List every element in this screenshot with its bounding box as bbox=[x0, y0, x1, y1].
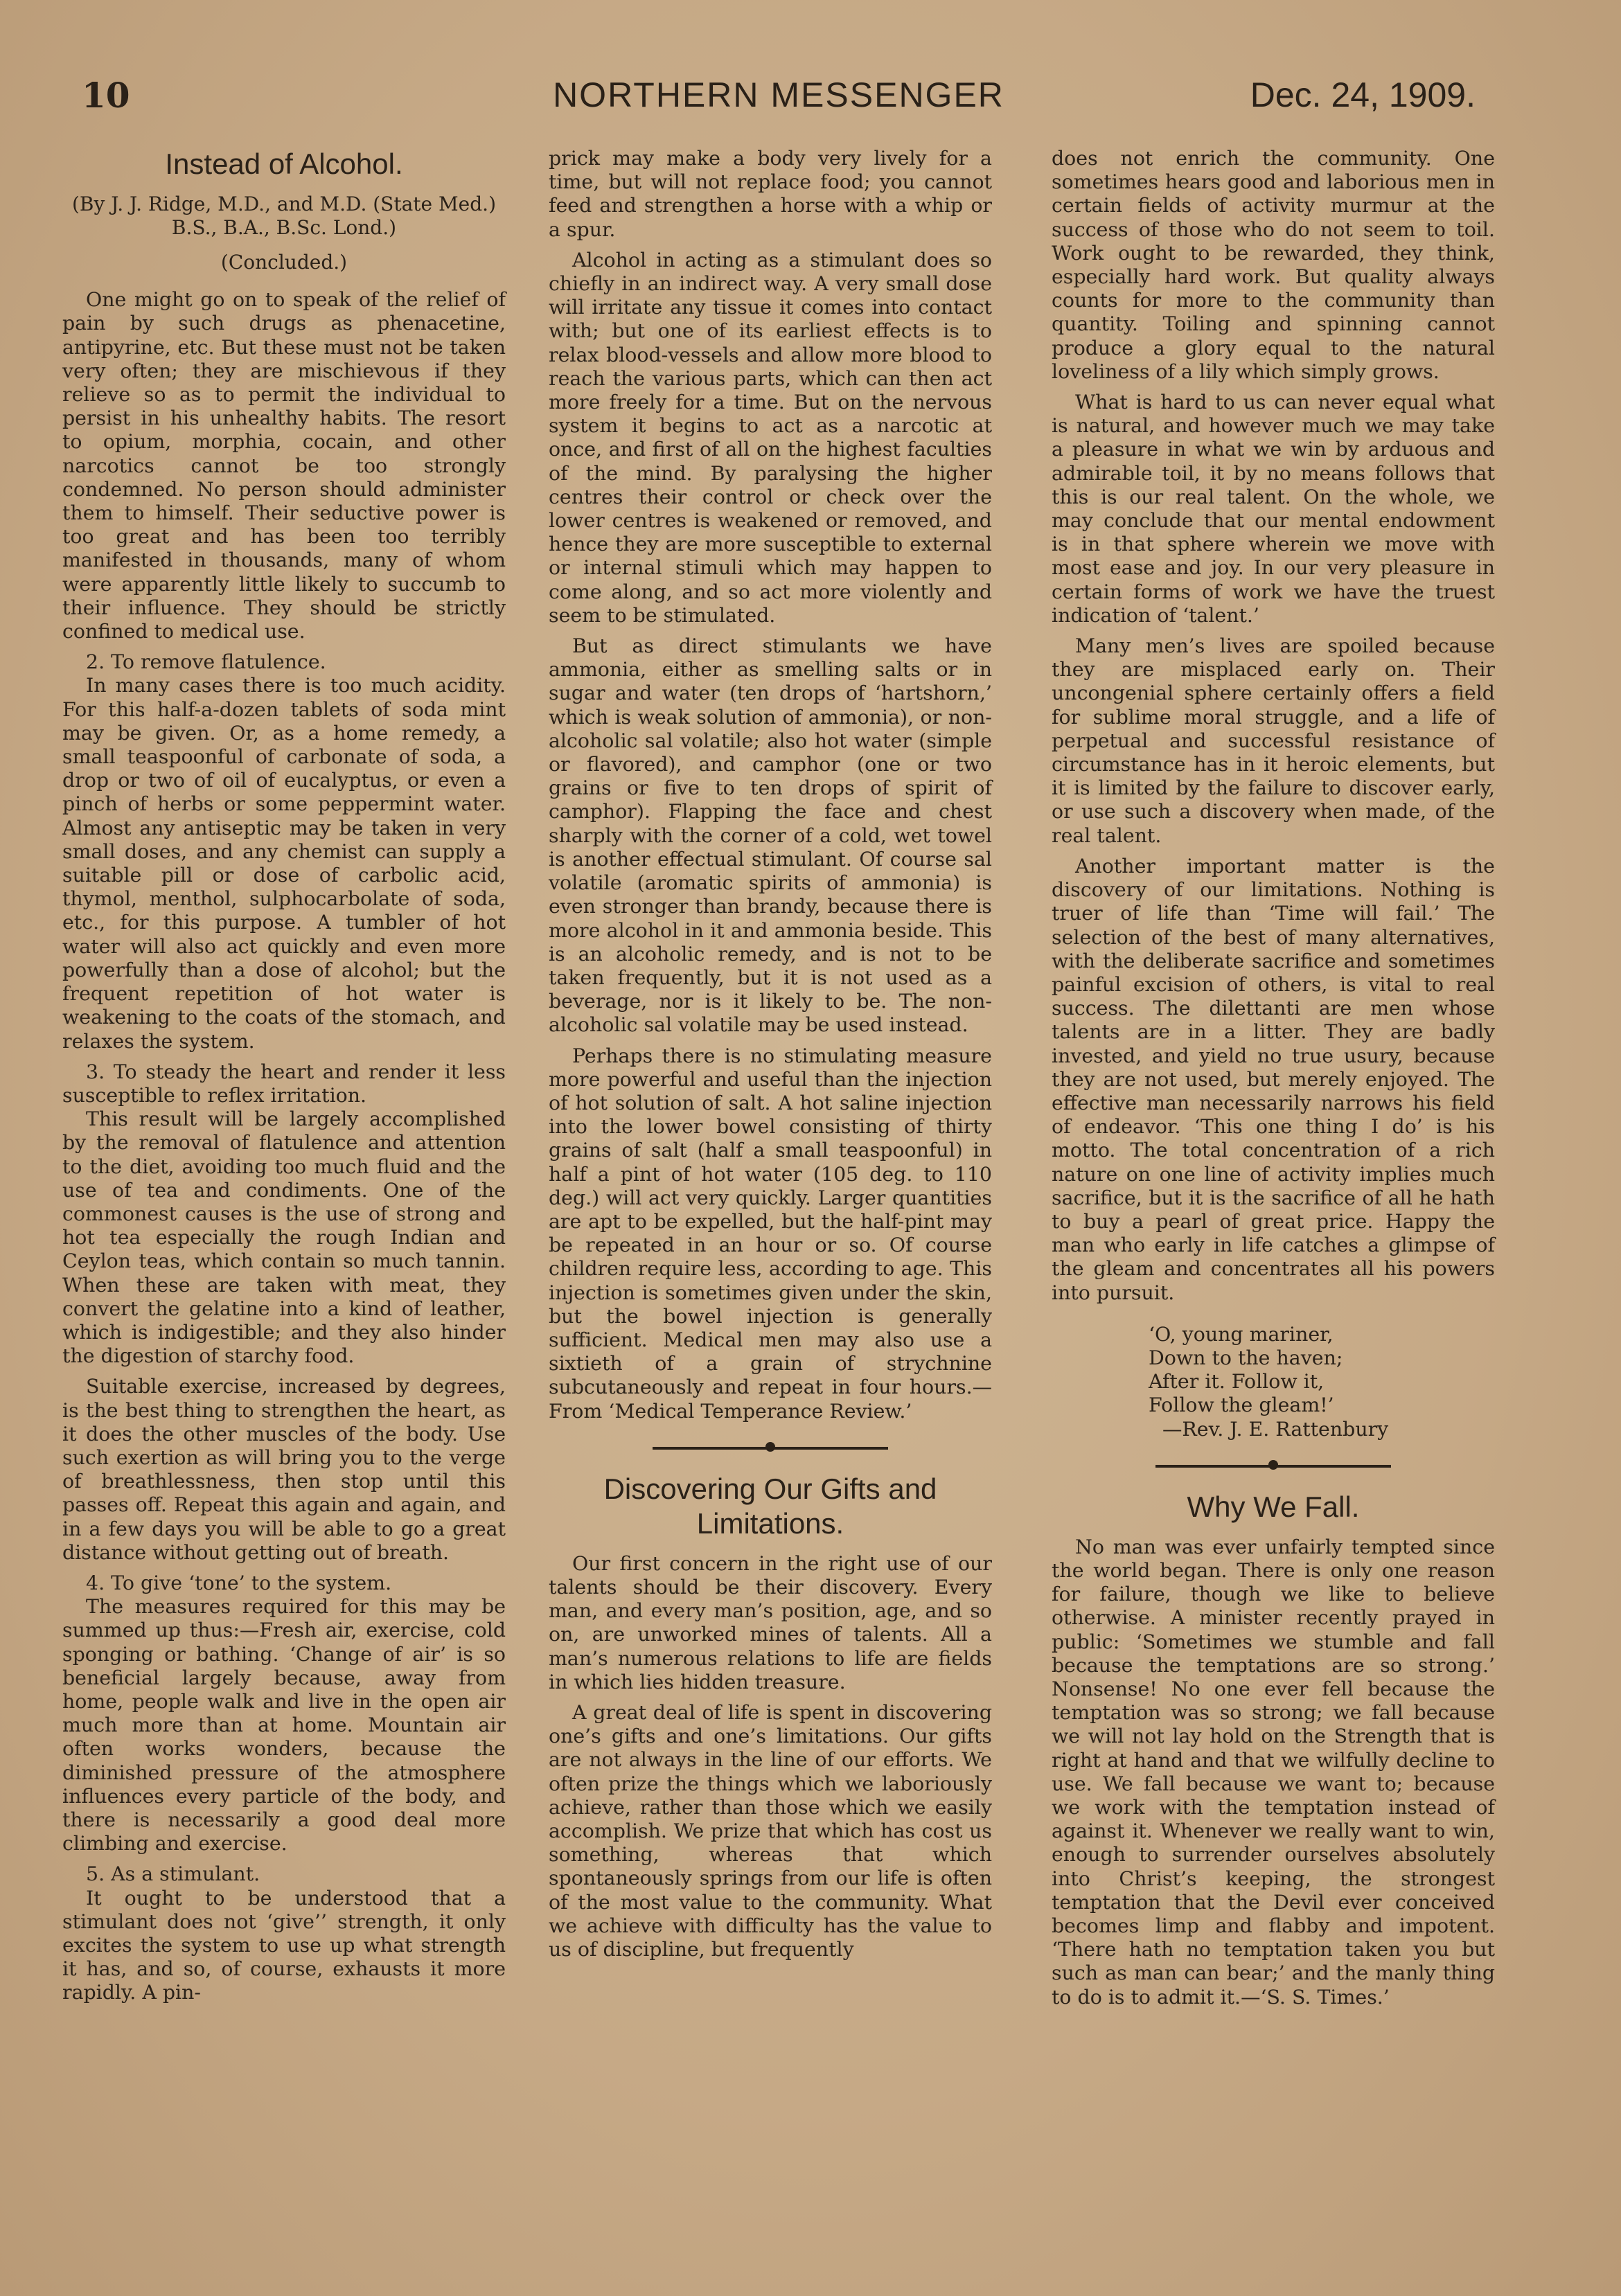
poem-line: After it. Follow it, bbox=[1149, 1370, 1325, 1394]
article-title-instead-of-alcohol: Instead of Alcohol. bbox=[165, 148, 403, 180]
concluded-note: (Concluded.) bbox=[220, 251, 348, 274]
section-divider bbox=[1052, 1455, 1495, 1476]
column-1 bbox=[62, 147, 506, 2012]
poem-signature: —Rev. J. E. Rattenbury bbox=[1162, 1417, 1389, 1441]
paragraph: One might go on to speak of the relief of pain by such drugs as phenacetine, antipyrine, etc. But these must not be taken very often; they are mischievous if they relieve so as to permit the individual to persist in his unhealthy habits. The resort to opium, morphia, cocain, and other narcotics cannot be too strongly condemned. No person should administer them to himself. Their seductive power is too great and has been too terribly manifested in thousands, many of whom were apparently little likely to succumb to their influence. They should be strictly confined to medical use. bbox=[62, 288, 506, 643]
paragraph: This result will be largely accomplished by the removal of flatulence and attention to the diet, avoiding too much fluid and the use of tea and condiments. One of the commonest causes is the use of strong and hot tea especially the rough Indian and Ceylon teas, which contain so much tannin. When these are taken with meat, they convert the gelatine into a kind of leather, which is indigestible; and they also hinder the digestion of starchy food. bbox=[62, 1107, 506, 1368]
paragraph: does not enrich the community. One sometimes hears good and laborious men in certain fields of activity murmur at the success of those who do not seem to toil. Work ought to be rewarded, they think, especially hard work. But quality always counts for more to the community than quantity. Toiling and spinning cannot produce a glory equal to the natural loveliness of a lily which simply grows. bbox=[1052, 147, 1495, 383]
paragraph: Another important matter is the discovery of our limitations. Nothing is truer of life than ‘Time will fail.’ The selection of the best of many alternatives, with the deliberate sacrifice and sometimes painful excision of others, is vital to real success. The dilettanti are men whose talents are in a litter. They are badly invested, and yield no true usury, because they are not used, but merely enjoyed. The effective man necessarily narrows his field of endeavor. ‘This one thing I do’ is his motto. The total concentration of a rich nature on one line of activity implies much sacrifice, but it is the sacrifice of all he hath to buy a pearl of great price. Happy the man who early in life catches a glimpse of the gleam and concentrates all his powers into pursuit. bbox=[1052, 854, 1495, 1304]
paragraph: Suitable exercise, increased by degrees, is the best thing to strengthen the heart, as it does the other muscles of the body. Use such exertion as will bring you to the verge of breathlessness, then stop until this passes off. Repeat this again and again, and in a few days you will be able to go a great distance without getting out of breath. bbox=[62, 1375, 506, 1564]
paragraph: The measures required for this may be summed up thus:—Fresh air, exercise, cold sponging or bathing. ‘Change of air’ is so beneficial largely because, away from home, people walk and live in the open air much more than at home. Mountain air often works wonders, because the diminished pressure of the atmosphere influences every particle of the body, and there is necessarily a good deal more climbing and exercise. bbox=[62, 1595, 506, 1856]
paragraph: prick may make a body very lively for a time, but will not replace food; you cannot feed and strengthen a horse with a whip or a spur. bbox=[549, 147, 992, 241]
poem-quote bbox=[1149, 1323, 1495, 1441]
page-header bbox=[82, 75, 1476, 130]
paragraph: Many men’s lives are spoiled because they are misplaced early on. Their uncongenial sphere certainly offers a field for sublime moral struggle, and a life of perpetual and successful resistance of circumstance has in it heroic elements, but it is limited by the failure to discover early, or use such a discovery when made, of the real talent. bbox=[1052, 634, 1495, 847]
paragraph: Our first concern in the right use of our talents should be their discovery. Every man, and every man’s position, age, and so on, are unworked mines of talents. All a man’s numerous relations to life are fields in which lies hidden treasure. bbox=[549, 1551, 992, 1693]
article-title-why-we-fall: Why We Fall. bbox=[1187, 1490, 1360, 1523]
paragraph: In many cases there is too much acidity. For this half-a-dozen tablets of soda mint may be given. Or, as a home remedy, a small teaspoonful of carbonate of soda, a drop or two of oil of eucalyptus, or even a pinch of herbs or some peppermint water. Almost any antiseptic may be taken in very small doses, and any chemist can supply a suitable pill or dose of carbolic acid, thymol, menthol, sulphocarbolate of soda, etc., for this purpose. A tumbler of hot water will also act quickly and even more powerfully than a dose of alcohol; but the frequent repetition of hot water is weakening to the coats of the stomach, and relaxes the system. bbox=[62, 674, 506, 1053]
paragraph: But as direct stimulants we have ammonia, either as smelling salts or in sugar and water (ten drops of ‘hartshorn,’ which is weak solution of ammonia), or non-alcoholic sal volatile; also hot water (simple or flavored), and camphor (one or two grains or five to ten drops of spirit of camphor). Flapping the face and chest sharply with the corner of a cold, wet towel is another effectual stimulant. Of course sal volatile (aromatic spirits of ammonia) is even stronger than brandy, because there is more alcohol in it and ammonia beside. This is an alcoholic remedy, and is not to be taken frequently, but it is not used as a beverage, nor is it likely to be. The non-alcoholic sal volatile may be used instead. bbox=[549, 634, 992, 1037]
section-divider bbox=[549, 1437, 992, 1458]
issue-date: Dec. 24, 1909. bbox=[1250, 75, 1476, 114]
numbered-heading: 2. To remove flatulence. bbox=[86, 650, 326, 674]
article-title-discovering-our-gifts: Discovering Our Gifts and Limitations. bbox=[603, 1472, 937, 1540]
paragraph: No man was ever unfairly tempted since the world began. There is only one reason for failure, though we like to believe otherwise. A minister recently prayed in public: ‘Sometimes we stumble and fall because the temptations are so strong.’ Nonsense! No one ever fell because the temptation was so strong; we fall because we will not lay hold on the Strength that is right at hand and that we wilfully decline to use. We fall because we want to; because we work with the temptation instead of against it. Whenever we really want to win, enough to surrender ourselves absolutely into Christ’s keeping, the strongest temptation that the Devil ever conceived becomes limp and flabby and impotent. ‘There hath no temptation taken you but such as man can bear;’ and the manly thing to do is to admit it.—‘S. S. Times.’ bbox=[1052, 1535, 1495, 2009]
poem-line: ‘O, young mariner, bbox=[1149, 1322, 1334, 1346]
article-byline: (By J. J. Ridge, M.D., and M.D. (State Med.) B.S., B.A., B.Sc. Lond.) bbox=[71, 193, 497, 239]
numbered-heading: 5. As a stimulant. bbox=[86, 1862, 260, 1886]
poem-line: Down to the haven; bbox=[1149, 1346, 1343, 1369]
paragraph: Alcohol in acting as a stimulant does so chiefly in an indirect way. A very small dose will irritate any tissue it comes into contact with; but one of its earliest effects is to relax blood-vessels and allow more blood to reach the various parts, which can then act more freely for a time. But on the nervous system it begins to act as a narcotic at once, and first of all on the highest faculties of the mind. By paralysing the higher centres their control or check over the lower centres is weakened or removed, and hence they are more susceptible to external or internal stimuli which may happen to come along, and so act more violently and seem to be stimulated. bbox=[549, 248, 992, 627]
paragraph: It ought to be understood that a stimulant does not ‘give’’ strength, it only excites the system to use up what strength it has, and so, of course, exhausts it more rapidly. A pin- bbox=[62, 1886, 506, 2004]
numbered-heading: 3. To steady the heart and render it less susceptible to reflex irritation. bbox=[62, 1060, 506, 1107]
poem-line: Follow the gleam!’ bbox=[1149, 1394, 1334, 1417]
paragraph: A great deal of life is spent in discovering one’s gifts and one’s limitations. Our gifts are not always in the line of our efforts. We often prize the things which we laboriously achieve, rather than those which we easily accomplish. We prize that which has cost us something, whereas that which spontaneously springs from our life is often of the most value to the community. What we achieve with difficulty has the value to us of discipline, but frequently bbox=[549, 1700, 992, 1961]
paragraph: Perhaps there is no stimulating measure more powerful and useful than the injection of hot solution of salt. A hot saline injection into the lower bowel consisting of thirty grains of salt (half a small teaspoonful) in half a pint of hot water (105 deg. to 110 deg.) will act very quickly. Larger quantities are apt to be expelled, but the half-pint may be repeated in an hour or so. Of course children require less, according to age. This injection is sometimes given under the skin, but the bowel injection is generally sufficient. Medical men may also use a sixtieth of a grain of strychnine subcutaneously and repeat in four hours.—From ‘Medical Temperance Review.’ bbox=[549, 1044, 992, 1423]
paragraph: What is hard to us can never equal what is natural, and however much we may take a pleasure in what we win by arduous and admirable toil, it by no means follows that this is our real talent. On the whole, we may conclude that our mental endowment is in that sphere wherein we move with most ease and joy. In our very pleasure in certain forms of work we have the truest indication of ‘talent.’ bbox=[1052, 391, 1495, 627]
numbered-heading: 4. To give ‘tone’ to the system. bbox=[86, 1571, 392, 1594]
page-number: 10 bbox=[82, 75, 130, 116]
column-3 bbox=[1052, 147, 1495, 2016]
column-2 bbox=[549, 147, 992, 1968]
masthead: NORTHERN MESSENGER bbox=[553, 75, 1004, 114]
